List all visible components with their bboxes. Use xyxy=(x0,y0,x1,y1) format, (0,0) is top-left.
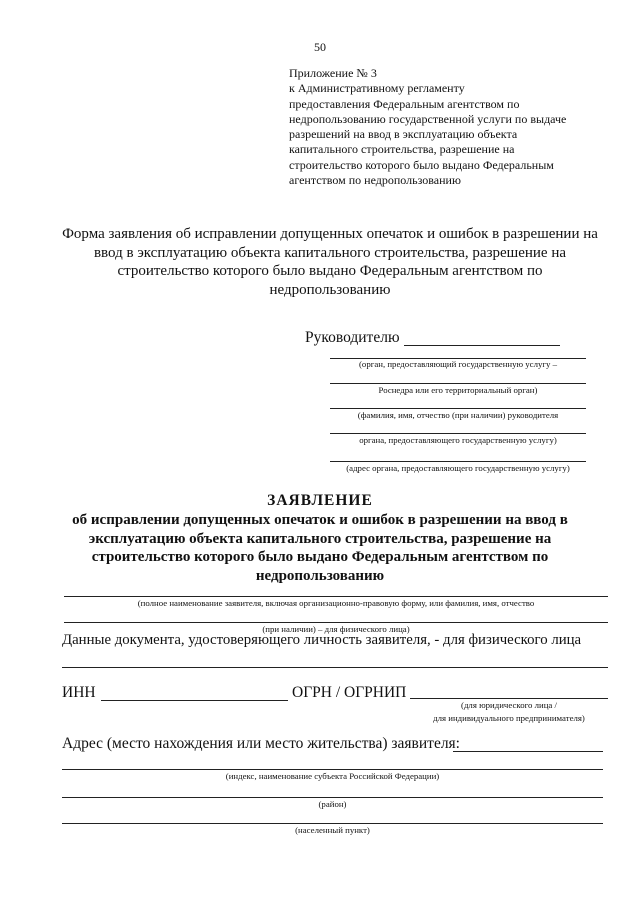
application-subheading xyxy=(30,511,610,585)
district-fill-line[interactable] xyxy=(62,797,603,798)
subheading-line: недропользованию xyxy=(255,567,385,584)
form-title xyxy=(40,225,620,299)
locality-fill-line[interactable] xyxy=(62,823,603,824)
appendix-line: разрешений на ввод в эксплуатацию объекта xyxy=(289,127,518,142)
authority-address-fill-line[interactable] xyxy=(330,461,586,462)
subheading-line: строительство которого было выдано Федеральным агентством по xyxy=(91,549,549,566)
inn-fill-line[interactable] xyxy=(101,700,288,701)
appendix-line: Приложение № 3 xyxy=(289,66,377,80)
appendix-line: агентством по недропользованию xyxy=(289,173,461,188)
authority-hint-2: Роснедра или его территориальный орган) xyxy=(378,385,538,395)
authority-address-hint: (адрес органа, предоставляющего государственную услугу) xyxy=(346,463,570,473)
identity-document-label: Данные документа, удостоверяющего личность заявителя, - для физического лица xyxy=(62,632,582,648)
subheading-line: об исправлении допущенных опечаток и ошибок в разрешении на ввод в xyxy=(72,512,568,528)
region-hint: (индекс, наименование субъекта Российской Федерации) xyxy=(225,771,440,781)
appendix-line: строительство которого было выдано Федеральным xyxy=(289,157,554,172)
inn-label: ИНН xyxy=(62,684,96,701)
appendix-header xyxy=(289,66,619,188)
head-name-fill-line[interactable] xyxy=(330,408,586,409)
appendix-line: недропользованию государственной услуги по выдаче xyxy=(289,111,567,126)
ogrn-hint-line: для индивидуального предпринимателя) xyxy=(433,713,585,723)
applicant-name-hint-2: (при наличии) – для физического лица) xyxy=(262,624,410,634)
form-title-line: строительство которого было выдано Федеральным агентством по xyxy=(117,263,543,279)
applicant-name-hint: (полное наименование заявителя, включая организационно-правовую форму, или фамилия, имя, отчество xyxy=(137,598,535,608)
addressee-fill-line[interactable] xyxy=(404,345,560,346)
addressee-label: Руководителю xyxy=(305,329,400,346)
ogrn-hint-line: (для юридического лица / xyxy=(461,700,557,710)
form-title-line: Форма заявления об исправлении допущенных опечаток и ошибок в разрешении на xyxy=(62,226,598,242)
locality-hint: (населенный пункт) xyxy=(295,825,370,835)
authority-hint: (орган, предоставляющий государственную услугу – xyxy=(359,359,557,369)
page-number: 50 xyxy=(314,40,326,54)
form-title-line: недропользованию xyxy=(269,281,391,298)
address-fill-line[interactable] xyxy=(453,751,603,752)
applicant-name-fill-line-2[interactable] xyxy=(64,622,608,623)
ogrn-hint xyxy=(410,699,608,725)
applicant-name-fill-line[interactable] xyxy=(64,596,608,597)
address-label: Адрес (место нахождения или место жительства) заявителя: xyxy=(62,735,460,752)
identity-document-fill-line[interactable] xyxy=(62,667,608,668)
head-name-hint-2: органа, предоставляющего государственную услугу) xyxy=(359,435,557,445)
region-fill-line[interactable] xyxy=(62,769,603,770)
appendix-line: к Административному регламенту xyxy=(289,81,465,96)
district-hint: (район) xyxy=(318,799,347,809)
ogrn-label: ОГРН / ОГРНИП xyxy=(292,684,407,701)
head-name-hint: (фамилия, имя, отчество (при наличии) руководителя xyxy=(357,410,559,420)
appendix-line: предоставления Федеральным агентством по xyxy=(289,96,520,111)
head-name-fill-line-2[interactable] xyxy=(330,433,586,434)
application-heading: ЗАЯВЛЕНИЕ xyxy=(267,492,373,509)
form-title-line: ввод в эксплуатацию объекта капитального строительства, разрешение на xyxy=(93,244,567,261)
subheading-line: эксплуатацию объекта капитального строительства, разрешение на xyxy=(88,530,552,547)
authority-fill-line-2[interactable] xyxy=(330,383,586,384)
appendix-line: капитального строительства, разрешение на xyxy=(289,142,515,157)
